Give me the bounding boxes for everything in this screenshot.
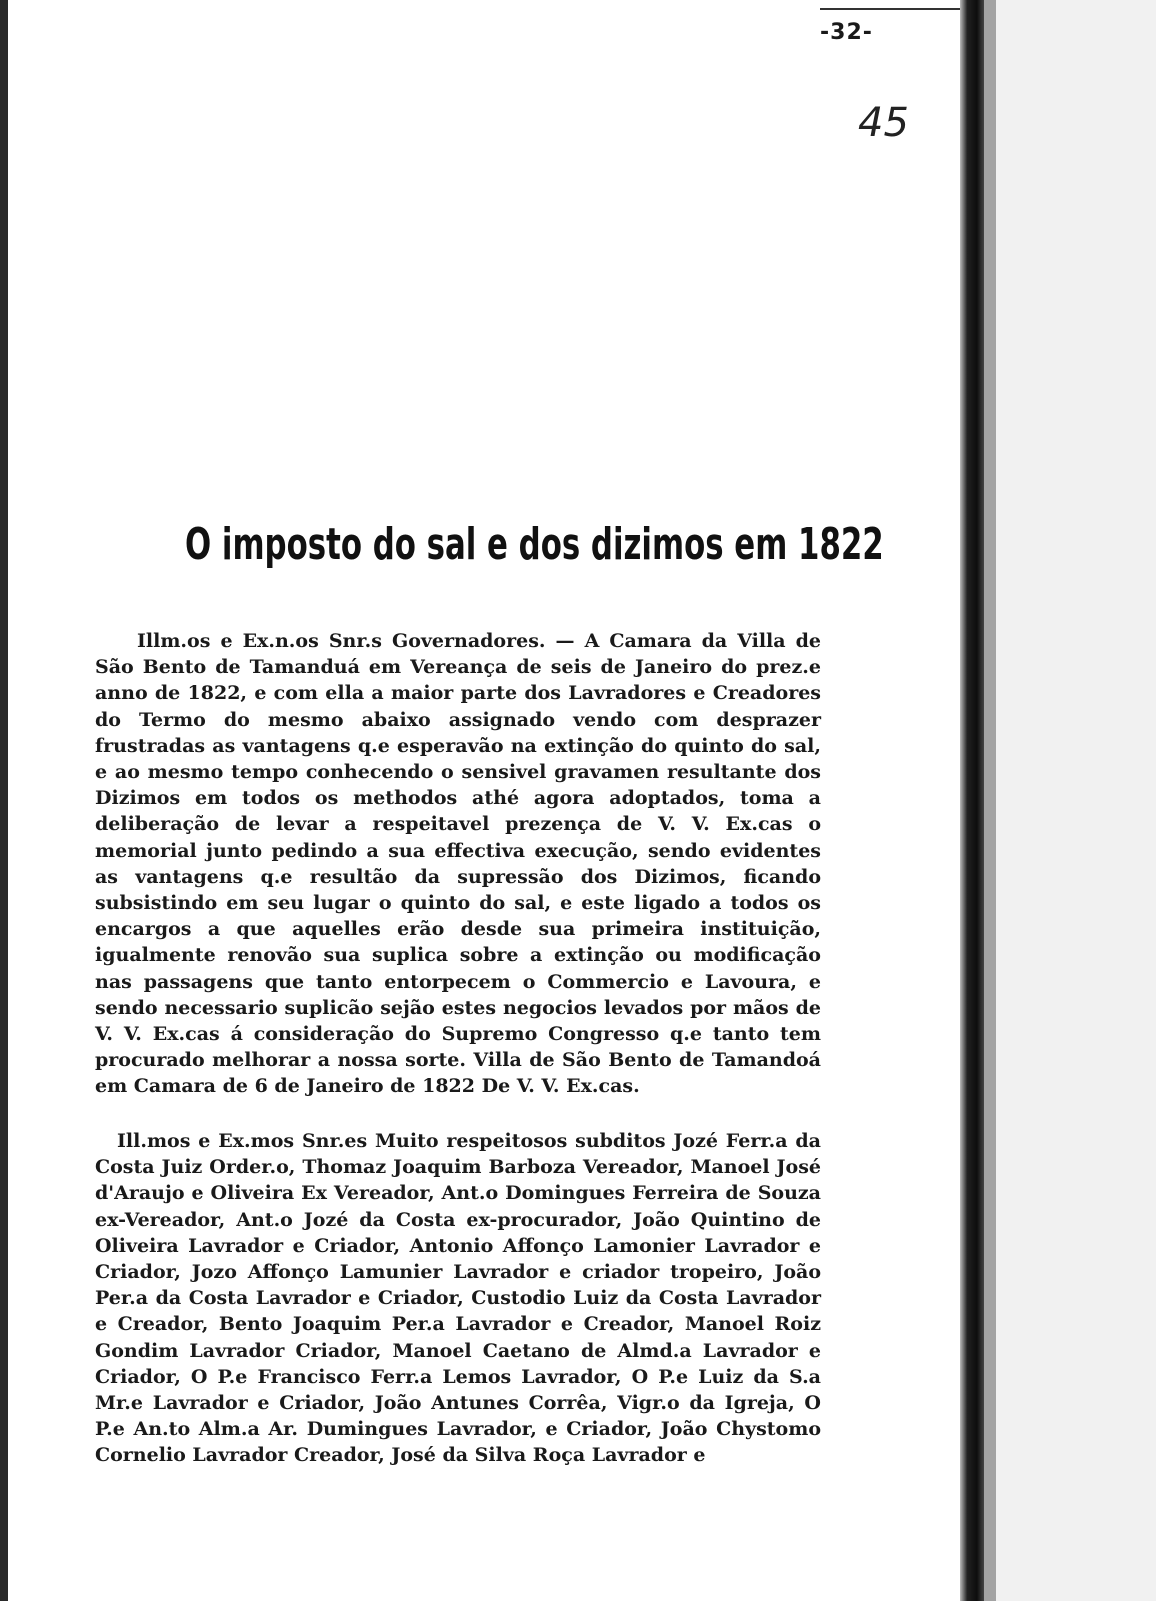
adjacent-page-shadow <box>984 0 996 1601</box>
body-paragraph-2: Ill.mos e Ex.mos Snr.es Muito respeitosos subditos Jozé Ferr.a da Costa Juiz Order.o, Thomaz Joaquim Barboza Vereador, Manoel José d'Araujo e Oliveira Ex Vereador, Ant.o Domingues Ferreira de Souza ex-Vereador, Ant.o Jozé da Costa ex-procurador, João Quintino de Oliveira Lavrador e Criador, Antonio Affonço Lamonier Lavrador e Criador, Jozo Affonço Lamunier Lavrador e criador tropeiro, João Per.a da Costa Lavrador e Criador, Custodio Luiz da Costa Lavrador e Creador, Bento Joaquim Per.a Lavrador e Creador, Manoel Roiz Gondim Lavrador Criador, Manoel Caetano de Almd.a Lavrador e Criador, O P.e Francisco Ferr.a Lemos Lavrador, O P.e Luiz da S.a Mr.e Lavrador e Criador, João Antunes Corrêa, Vigr.o da Igreja, O P.e An.to Alm.a Ar. Dumingues Lavrador, e Criador, João Chystomo Cornelio Lavrador Creador, José da Silva Roça Lavrador e <box>95 1130 821 1467</box>
scan-left-edge <box>0 0 8 1601</box>
page-mark: -32- <box>820 20 873 45</box>
adjacent-page-area <box>984 0 1156 1601</box>
folio-number: 45 <box>858 100 909 146</box>
body-paragraph-1: Illm.os e Ex.n.os Snr.s Governadores. — A Camara da Villa de São Bento de Tamanduá em Vereança de seis de Janeiro do prez.e anno de 1822, e com ella a maior parte dos Lavradores e Creadores do Termo do mesmo abaixo assignado vendo com desprazer frustradas as vantagens q.e esperavão na extinção do quinto do sal, e ao mesmo tempo conhecendo o sensivel gravamen resultante dos Dizimos em todos os methodos athé agora adoptados, toma a deliberação de levar a respeitavel prezença de V. V. Ex.cas o memorial junto pedindo a sua effectiva execução, sendo evidentes as vantagens q.e resultão da supressão dos Dizimos, ficando subsistindo em seu lugar o quinto do sal, e este ligado a todos os encargos a que aquelles erão desde sua primeira instituição, igualmente renovão sua suplica sobre a extinção ou modificação nas passagens que tanto entorpecem o Commercio e Lavoura, e sendo necessario suplicão sejão estes negocios levados por mãos de V. V. Ex.cas á consideração do Supremo Congresso q.e tanto tem procurado melhorar a nossa sorte. Villa de São Bento de Tamandoá em Camara de 6 de Janeiro de 1822 De V. V. Ex.cas. <box>95 630 821 1098</box>
page-top-rule <box>820 8 960 10</box>
book-spine <box>960 0 984 1601</box>
article-title: O imposto do sal e dos dizimos em 1822 <box>185 519 884 570</box>
